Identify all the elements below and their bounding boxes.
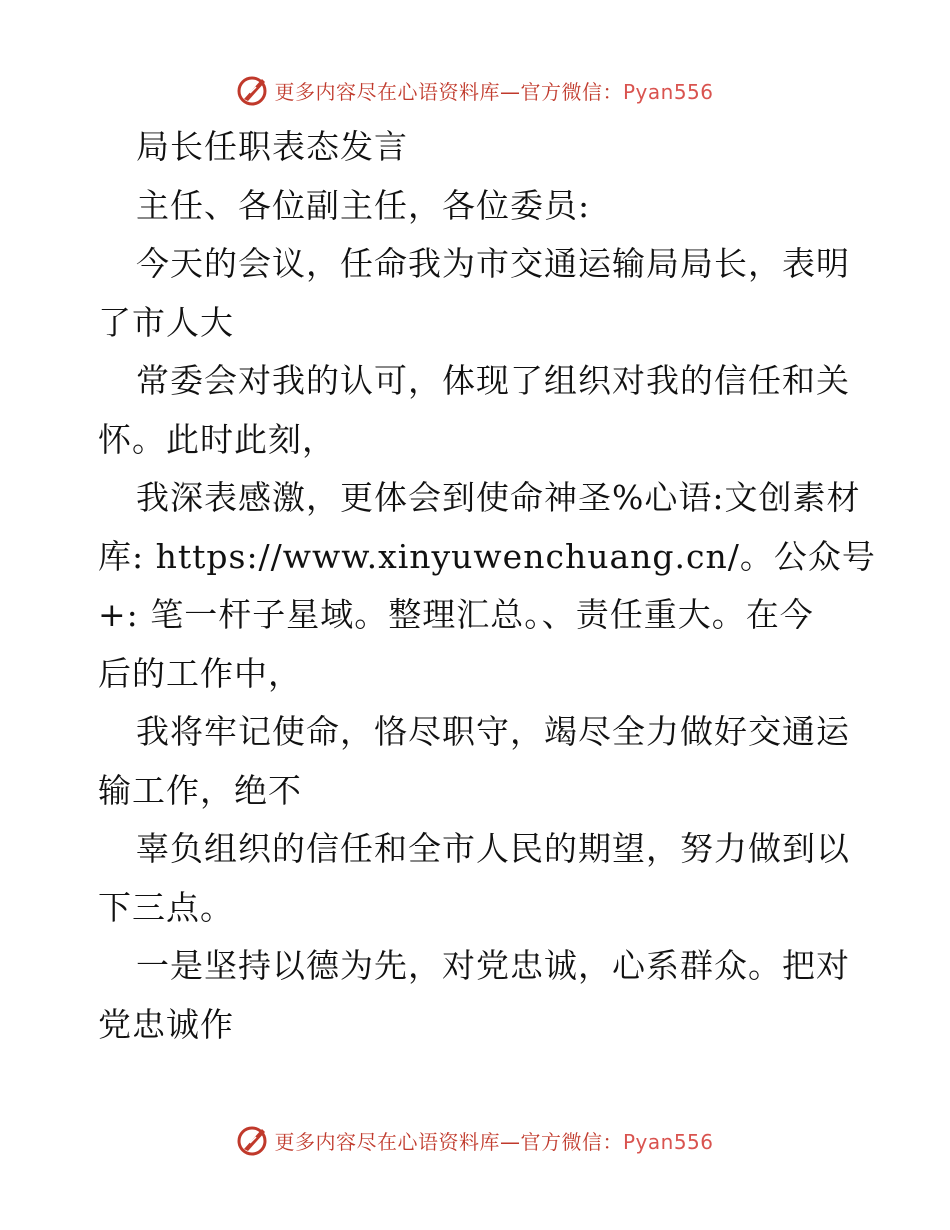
banner-wechat-id: Pyan556 bbox=[622, 1129, 714, 1154]
banner-dash: — bbox=[499, 1129, 521, 1154]
banner-text bbox=[274, 76, 713, 105]
document-line: 常委会对我的认可，体现了组织对我的信任和关 bbox=[136, 361, 850, 400]
document-line: 党忠诚作 bbox=[98, 1004, 234, 1044]
document-line: 下三点。 bbox=[98, 887, 234, 927]
banner-wechat-label: 官方微信： bbox=[520, 1129, 623, 1154]
document-line: 怀。此时此刻， bbox=[98, 419, 336, 459]
document-line: 了市人大 bbox=[98, 302, 234, 342]
document-line: 我深表感激，更体会到使命神圣%心语:文创素材 bbox=[136, 478, 861, 517]
header-banner bbox=[0, 72, 950, 108]
document-line: 库: https://www.xinyuwenchuang.cn/。公众号 bbox=[98, 536, 876, 576]
quill-pen-logo-icon bbox=[236, 73, 270, 107]
banner-site-text: 更多内容尽在心语资料库 bbox=[274, 1129, 500, 1154]
banner-site-text: 更多内容尽在心语资料库 bbox=[274, 79, 500, 104]
document-line: 局长任职表态发言 bbox=[136, 127, 408, 166]
banner-dash: — bbox=[499, 79, 521, 104]
banner-wechat-label: 官方微信： bbox=[520, 79, 623, 104]
document-line: +: 笔一杆子星域。整理汇总。、责任重大。在今 bbox=[98, 595, 814, 634]
document-body bbox=[98, 118, 876, 1054]
document-line: 一是坚持以德为先，对党忠诚，心系群众。把对 bbox=[136, 946, 850, 985]
quill-pen-logo-icon bbox=[236, 1123, 270, 1157]
document-line: 后的工作中， bbox=[98, 653, 302, 693]
banner-text bbox=[274, 1126, 713, 1155]
document-line: 今天的会议，任命我为市交通运输局局长，表明 bbox=[136, 244, 850, 283]
document-line: 辜负组织的信任和全市人民的期望，努力做到以 bbox=[136, 829, 850, 868]
banner-wechat-id: Pyan556 bbox=[622, 79, 714, 104]
footer-banner bbox=[0, 1122, 950, 1158]
document-line: 输工作，绝不 bbox=[98, 770, 302, 810]
document-line: 主任、各位副主任，各位委员: bbox=[136, 185, 591, 225]
document-line: 我将牢记使命，恪尽职守，竭尽全力做好交通运 bbox=[136, 712, 850, 751]
